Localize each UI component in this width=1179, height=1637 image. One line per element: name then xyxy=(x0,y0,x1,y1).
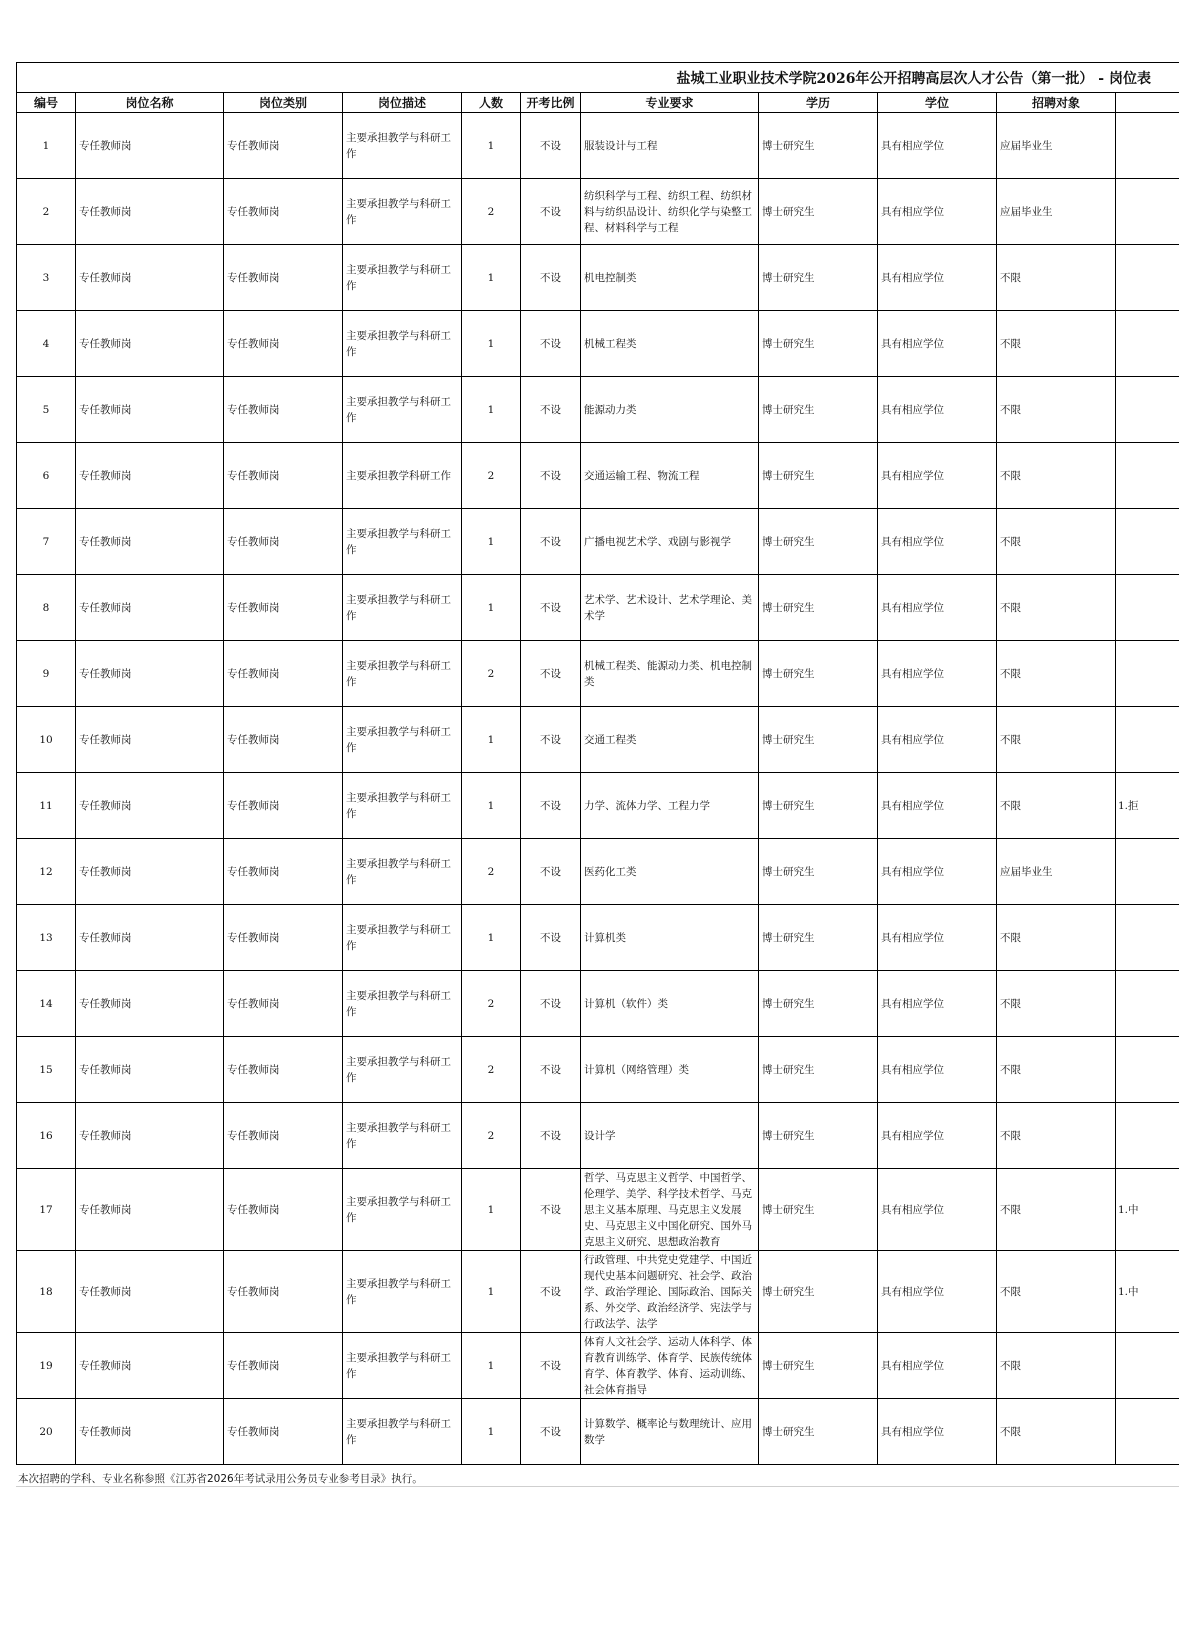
row-position-name: 专任教师岗 xyxy=(76,1103,224,1169)
row-position-name: 专任教师岗 xyxy=(76,179,224,245)
row-headcount: 1 xyxy=(462,1399,521,1465)
row-description: 主要承担教学与科研工作 xyxy=(343,575,462,641)
row-degree: 具有相应学位 xyxy=(878,971,997,1037)
row-target: 不限 xyxy=(997,1037,1116,1103)
row-no: 5 xyxy=(17,377,76,443)
row-education: 博士研究生 xyxy=(759,1251,878,1333)
row-description: 主要承担教学与科研工作 xyxy=(343,311,462,377)
row-degree: 具有相应学位 xyxy=(878,245,997,311)
table-row xyxy=(17,1399,1179,1465)
row-extra xyxy=(1116,245,1179,311)
row-headcount: 1 xyxy=(462,575,521,641)
row-extra xyxy=(1116,707,1179,773)
row-position-type: 专任教师岗 xyxy=(224,707,343,773)
row-position-type: 专任教师岗 xyxy=(224,1333,343,1399)
row-target: 不限 xyxy=(997,377,1116,443)
sheet-title: 盐城工业职业技术学院2026年公开招聘高层次人才公告（第一批） - 岗位表 xyxy=(16,62,1179,92)
row-description: 主要承担教学与科研工作 xyxy=(343,839,462,905)
row-major-requirement: 行政管理、中共党史党建学、中国近现代史基本问题研究、社会学、政治学、政治学理论、国际政治、国际关系、外交学、政治经济学、宪法学与行政法学、法学 xyxy=(581,1251,759,1333)
row-headcount: 2 xyxy=(462,443,521,509)
row-description: 主要承担教学与科研工作 xyxy=(343,1103,462,1169)
row-major-requirement: 广播电视艺术学、戏剧与影视学 xyxy=(581,509,759,575)
row-position-type: 专任教师岗 xyxy=(224,1037,343,1103)
row-degree: 具有相应学位 xyxy=(878,179,997,245)
row-position-type: 专任教师岗 xyxy=(224,509,343,575)
row-degree: 具有相应学位 xyxy=(878,773,997,839)
row-target: 不限 xyxy=(997,443,1116,509)
col-header-desc: 岗位描述 xyxy=(343,93,462,113)
row-position-name: 专任教师岗 xyxy=(76,641,224,707)
row-extra xyxy=(1116,971,1179,1037)
row-no: 14 xyxy=(17,971,76,1037)
row-exam-ratio: 不设 xyxy=(521,1333,581,1399)
row-degree: 具有相应学位 xyxy=(878,509,997,575)
row-target: 不限 xyxy=(997,641,1116,707)
table-row xyxy=(17,641,1179,707)
table-row xyxy=(17,1251,1179,1333)
row-description: 主要承担教学与科研工作 xyxy=(343,773,462,839)
row-target: 应届毕业生 xyxy=(997,179,1116,245)
row-education: 博士研究生 xyxy=(759,707,878,773)
row-headcount: 2 xyxy=(462,641,521,707)
row-headcount: 1 xyxy=(462,1333,521,1399)
row-position-name: 专任教师岗 xyxy=(76,773,224,839)
row-education: 博士研究生 xyxy=(759,509,878,575)
row-extra xyxy=(1116,905,1179,971)
row-extra xyxy=(1116,509,1179,575)
row-education: 博士研究生 xyxy=(759,1399,878,1465)
row-degree: 具有相应学位 xyxy=(878,113,997,179)
row-education: 博士研究生 xyxy=(759,377,878,443)
row-description: 主要承担教学与科研工作 xyxy=(343,1399,462,1465)
row-major-requirement: 计算机（网络管理）类 xyxy=(581,1037,759,1103)
row-headcount: 1 xyxy=(462,1251,521,1333)
row-headcount: 1 xyxy=(462,245,521,311)
row-exam-ratio: 不设 xyxy=(521,839,581,905)
row-education: 博士研究生 xyxy=(759,641,878,707)
col-header-degree: 学位 xyxy=(878,93,997,113)
row-position-type: 专任教师岗 xyxy=(224,1399,343,1465)
row-position-type: 专任教师岗 xyxy=(224,641,343,707)
row-major-requirement: 设计学 xyxy=(581,1103,759,1169)
table-row xyxy=(17,839,1179,905)
row-degree: 具有相应学位 xyxy=(878,1103,997,1169)
row-position-type: 专任教师岗 xyxy=(224,1103,343,1169)
table-row xyxy=(17,707,1179,773)
table-row xyxy=(17,971,1179,1037)
row-position-type: 专任教师岗 xyxy=(224,245,343,311)
col-header-target: 招聘对象 xyxy=(997,93,1116,113)
row-extra xyxy=(1116,1399,1179,1465)
row-target: 不限 xyxy=(997,245,1116,311)
row-no: 7 xyxy=(17,509,76,575)
row-extra xyxy=(1116,641,1179,707)
row-major-requirement: 计算数学、概率论与数理统计、应用数学 xyxy=(581,1399,759,1465)
row-headcount: 1 xyxy=(462,377,521,443)
row-target: 不限 xyxy=(997,311,1116,377)
row-no: 11 xyxy=(17,773,76,839)
row-description: 主要承担教学与科研工作 xyxy=(343,377,462,443)
row-headcount: 1 xyxy=(462,773,521,839)
row-education: 博士研究生 xyxy=(759,113,878,179)
row-no: 19 xyxy=(17,1333,76,1399)
row-education: 博士研究生 xyxy=(759,443,878,509)
row-extra xyxy=(1116,113,1179,179)
row-degree: 具有相应学位 xyxy=(878,1333,997,1399)
row-no: 16 xyxy=(17,1103,76,1169)
row-description: 主要承担教学与科研工作 xyxy=(343,509,462,575)
row-no: 18 xyxy=(17,1251,76,1333)
row-major-requirement: 服装设计与工程 xyxy=(581,113,759,179)
row-no: 17 xyxy=(17,1169,76,1251)
row-headcount: 1 xyxy=(462,707,521,773)
row-exam-ratio: 不设 xyxy=(521,509,581,575)
row-target: 应届毕业生 xyxy=(997,839,1116,905)
row-education: 博士研究生 xyxy=(759,311,878,377)
row-headcount: 1 xyxy=(462,1169,521,1251)
row-no: 15 xyxy=(17,1037,76,1103)
row-target: 不限 xyxy=(997,707,1116,773)
row-degree: 具有相应学位 xyxy=(878,443,997,509)
col-header-name: 岗位名称 xyxy=(76,93,224,113)
row-extra xyxy=(1116,377,1179,443)
row-position-name: 专任教师岗 xyxy=(76,311,224,377)
row-major-requirement: 交通运输工程、物流工程 xyxy=(581,443,759,509)
row-position-name: 专任教师岗 xyxy=(76,839,224,905)
footer-divider xyxy=(16,1486,1179,1487)
row-target: 不限 xyxy=(997,773,1116,839)
row-extra: 1.中 xyxy=(1116,1251,1179,1333)
row-description: 主要承担教学与科研工作 xyxy=(343,245,462,311)
row-education: 博士研究生 xyxy=(759,1169,878,1251)
row-no: 9 xyxy=(17,641,76,707)
recruitment-sheet xyxy=(16,62,1179,1465)
row-education: 博士研究生 xyxy=(759,179,878,245)
col-header-count: 人数 xyxy=(462,93,521,113)
row-exam-ratio: 不设 xyxy=(521,377,581,443)
row-position-name: 专任教师岗 xyxy=(76,905,224,971)
table-row xyxy=(17,509,1179,575)
row-no: 12 xyxy=(17,839,76,905)
row-no: 4 xyxy=(17,311,76,377)
row-education: 博士研究生 xyxy=(759,971,878,1037)
row-degree: 具有相应学位 xyxy=(878,1037,997,1103)
row-target: 不限 xyxy=(997,509,1116,575)
row-target: 不限 xyxy=(997,1103,1116,1169)
row-major-requirement: 医药化工类 xyxy=(581,839,759,905)
row-position-name: 专任教师岗 xyxy=(76,509,224,575)
row-description: 主要承担教学与科研工作 xyxy=(343,905,462,971)
col-header-ratio: 开考比例 xyxy=(521,93,581,113)
row-headcount: 2 xyxy=(462,1037,521,1103)
row-position-name: 专任教师岗 xyxy=(76,245,224,311)
row-position-type: 专任教师岗 xyxy=(224,311,343,377)
row-major-requirement: 机电控制类 xyxy=(581,245,759,311)
row-position-name: 专任教师岗 xyxy=(76,1169,224,1251)
row-position-type: 专任教师岗 xyxy=(224,113,343,179)
row-degree: 具有相应学位 xyxy=(878,707,997,773)
table-row xyxy=(17,113,1179,179)
row-position-type: 专任教师岗 xyxy=(224,839,343,905)
row-education: 博士研究生 xyxy=(759,245,878,311)
row-position-type: 专任教师岗 xyxy=(224,773,343,839)
row-position-type: 专任教师岗 xyxy=(224,575,343,641)
row-position-type: 专任教师岗 xyxy=(224,905,343,971)
row-major-requirement: 纺织科学与工程、纺织工程、纺织材料与纺织品设计、纺织化学与染整工程、材料科学与工程 xyxy=(581,179,759,245)
row-headcount: 1 xyxy=(462,905,521,971)
row-major-requirement: 计算机（软件）类 xyxy=(581,971,759,1037)
row-position-name: 专任教师岗 xyxy=(76,443,224,509)
row-education: 博士研究生 xyxy=(759,773,878,839)
row-exam-ratio: 不设 xyxy=(521,1103,581,1169)
row-exam-ratio: 不设 xyxy=(521,971,581,1037)
row-degree: 具有相应学位 xyxy=(878,1169,997,1251)
table-row xyxy=(17,905,1179,971)
row-no: 1 xyxy=(17,113,76,179)
row-position-type: 专任教师岗 xyxy=(224,1169,343,1251)
row-exam-ratio: 不设 xyxy=(521,311,581,377)
row-target: 不限 xyxy=(997,1251,1116,1333)
row-extra: 1.拒 xyxy=(1116,773,1179,839)
row-exam-ratio: 不设 xyxy=(521,1399,581,1465)
row-degree: 具有相应学位 xyxy=(878,641,997,707)
row-extra xyxy=(1116,1037,1179,1103)
row-description: 主要承担教学与科研工作 xyxy=(343,179,462,245)
row-extra xyxy=(1116,443,1179,509)
row-major-requirement: 力学、流体力学、工程力学 xyxy=(581,773,759,839)
row-major-requirement: 交通工程类 xyxy=(581,707,759,773)
row-description: 主要承担教学与科研工作 xyxy=(343,113,462,179)
col-header-major: 专业要求 xyxy=(581,93,759,113)
row-position-name: 专任教师岗 xyxy=(76,1251,224,1333)
table-row xyxy=(17,311,1179,377)
row-description: 主要承担教学科研工作 xyxy=(343,443,462,509)
row-major-requirement: 艺术学、艺术设计、艺术学理论、美术学 xyxy=(581,575,759,641)
row-description: 主要承担教学与科研工作 xyxy=(343,1169,462,1251)
row-headcount: 1 xyxy=(462,113,521,179)
row-position-name: 专任教师岗 xyxy=(76,575,224,641)
row-description: 主要承担教学与科研工作 xyxy=(343,1251,462,1333)
row-position-name: 专任教师岗 xyxy=(76,1399,224,1465)
col-header-no: 编号 xyxy=(17,93,76,113)
row-major-requirement: 机械工程类、能源动力类、机电控制类 xyxy=(581,641,759,707)
row-headcount: 2 xyxy=(462,1103,521,1169)
row-exam-ratio: 不设 xyxy=(521,443,581,509)
table-row xyxy=(17,1037,1179,1103)
row-headcount: 1 xyxy=(462,311,521,377)
table-row xyxy=(17,773,1179,839)
row-no: 8 xyxy=(17,575,76,641)
row-degree: 具有相应学位 xyxy=(878,311,997,377)
table-row xyxy=(17,245,1179,311)
row-extra xyxy=(1116,179,1179,245)
row-description: 主要承担教学与科研工作 xyxy=(343,971,462,1037)
row-major-requirement: 哲学、马克思主义哲学、中国哲学、伦理学、美学、科学技术哲学、马克思主义基本原理、马克思主义发展史、马克思主义中国化研究、国外马克思主义研究、思想政治教育 xyxy=(581,1169,759,1251)
row-exam-ratio: 不设 xyxy=(521,1169,581,1251)
row-exam-ratio: 不设 xyxy=(521,179,581,245)
table-row xyxy=(17,575,1179,641)
row-position-type: 专任教师岗 xyxy=(224,179,343,245)
row-exam-ratio: 不设 xyxy=(521,575,581,641)
row-headcount: 2 xyxy=(462,179,521,245)
row-target: 应届毕业生 xyxy=(997,113,1116,179)
row-major-requirement: 能源动力类 xyxy=(581,377,759,443)
row-no: 3 xyxy=(17,245,76,311)
row-extra xyxy=(1116,1103,1179,1169)
row-degree: 具有相应学位 xyxy=(878,905,997,971)
row-extra xyxy=(1116,575,1179,641)
row-target: 不限 xyxy=(997,971,1116,1037)
row-extra xyxy=(1116,1333,1179,1399)
row-no: 20 xyxy=(17,1399,76,1465)
row-target: 不限 xyxy=(997,575,1116,641)
row-education: 博士研究生 xyxy=(759,575,878,641)
row-position-type: 专任教师岗 xyxy=(224,1251,343,1333)
row-exam-ratio: 不设 xyxy=(521,1037,581,1103)
row-position-type: 专任教师岗 xyxy=(224,377,343,443)
positions-table xyxy=(16,92,1179,1465)
row-degree: 具有相应学位 xyxy=(878,575,997,641)
row-education: 博士研究生 xyxy=(759,839,878,905)
row-extra xyxy=(1116,311,1179,377)
row-description: 主要承担教学与科研工作 xyxy=(343,707,462,773)
row-exam-ratio: 不设 xyxy=(521,245,581,311)
row-headcount: 2 xyxy=(462,971,521,1037)
row-headcount: 1 xyxy=(462,509,521,575)
row-position-name: 专任教师岗 xyxy=(76,113,224,179)
col-header-extra xyxy=(1116,93,1179,113)
row-degree: 具有相应学位 xyxy=(878,377,997,443)
footer-note: 本次招聘的学科、专业名称参照《江苏省2026年考试录用公务员专业参考目录》执行。 xyxy=(18,1473,423,1485)
header-row xyxy=(17,93,1179,113)
col-header-type: 岗位类别 xyxy=(224,93,343,113)
row-major-requirement: 机械工程类 xyxy=(581,311,759,377)
row-exam-ratio: 不设 xyxy=(521,707,581,773)
row-no: 10 xyxy=(17,707,76,773)
row-position-name: 专任教师岗 xyxy=(76,971,224,1037)
row-degree: 具有相应学位 xyxy=(878,1251,997,1333)
table-row xyxy=(17,1333,1179,1399)
row-exam-ratio: 不设 xyxy=(521,113,581,179)
row-degree: 具有相应学位 xyxy=(878,839,997,905)
row-exam-ratio: 不设 xyxy=(521,905,581,971)
row-description: 主要承担教学与科研工作 xyxy=(343,641,462,707)
row-target: 不限 xyxy=(997,1333,1116,1399)
row-major-requirement: 体育人文社会学、运动人体科学、体育教育训练学、体育学、民族传统体育学、体育教学、体育、运动训练、社会体育指导 xyxy=(581,1333,759,1399)
row-position-name: 专任教师岗 xyxy=(76,707,224,773)
col-header-edu: 学历 xyxy=(759,93,878,113)
row-description: 主要承担教学与科研工作 xyxy=(343,1037,462,1103)
row-exam-ratio: 不设 xyxy=(521,641,581,707)
row-extra xyxy=(1116,839,1179,905)
table-row xyxy=(17,443,1179,509)
row-education: 博士研究生 xyxy=(759,1037,878,1103)
row-exam-ratio: 不设 xyxy=(521,773,581,839)
row-target: 不限 xyxy=(997,1399,1116,1465)
table-row xyxy=(17,377,1179,443)
row-position-name: 专任教师岗 xyxy=(76,1333,224,1399)
row-headcount: 2 xyxy=(462,839,521,905)
row-education: 博士研究生 xyxy=(759,1333,878,1399)
table-row xyxy=(17,1103,1179,1169)
row-no: 13 xyxy=(17,905,76,971)
row-degree: 具有相应学位 xyxy=(878,1399,997,1465)
row-target: 不限 xyxy=(997,905,1116,971)
row-description: 主要承担教学与科研工作 xyxy=(343,1333,462,1399)
row-position-type: 专任教师岗 xyxy=(224,971,343,1037)
row-exam-ratio: 不设 xyxy=(521,1251,581,1333)
row-no: 2 xyxy=(17,179,76,245)
row-extra: 1.中 xyxy=(1116,1169,1179,1251)
row-target: 不限 xyxy=(997,1169,1116,1251)
row-major-requirement: 计算机类 xyxy=(581,905,759,971)
table-row xyxy=(17,1169,1179,1251)
row-education: 博士研究生 xyxy=(759,1103,878,1169)
row-education: 博士研究生 xyxy=(759,905,878,971)
row-no: 6 xyxy=(17,443,76,509)
table-row xyxy=(17,179,1179,245)
row-position-name: 专任教师岗 xyxy=(76,377,224,443)
row-position-type: 专任教师岗 xyxy=(224,443,343,509)
row-position-name: 专任教师岗 xyxy=(76,1037,224,1103)
